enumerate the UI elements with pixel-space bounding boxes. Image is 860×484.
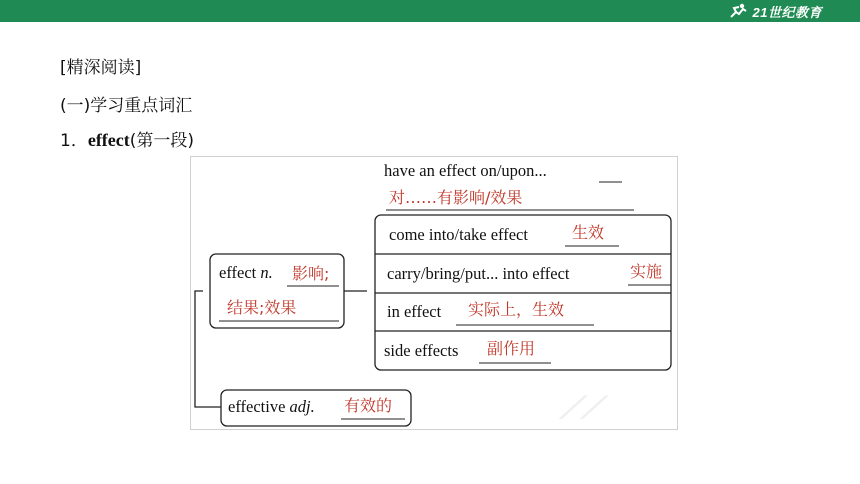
item-number: 1．	[60, 131, 88, 151]
top-banner	[0, 0, 860, 22]
root-answer-2: 结果;效果	[227, 298, 297, 317]
phrase-answer: 副作用	[487, 339, 536, 358]
vocab-item-heading	[60, 126, 194, 151]
phrase-answer: 实际上，生效	[468, 300, 565, 319]
phrase-answer: 实施	[630, 262, 663, 281]
word-family-diagram	[190, 156, 678, 430]
phrase-text: come into/take effect	[389, 225, 528, 244]
subsection-title: (一)学习重点词汇	[60, 96, 193, 116]
item-note: (第一段)	[129, 131, 195, 151]
phrase-text: in effect	[387, 302, 442, 321]
connector-left	[195, 291, 221, 407]
item-word: effect	[87, 130, 130, 150]
phrase-text: side effects	[384, 341, 459, 360]
brand-logo	[727, 2, 822, 20]
phrase-text: have an effect on/upon...	[384, 161, 547, 180]
runner-icon	[727, 3, 749, 19]
phrase-answer: 对……有影响/效果	[389, 188, 523, 207]
root-word: effect n.	[219, 263, 273, 282]
phrase-text: carry/bring/put... into effect	[387, 264, 570, 283]
section-title: [精深阅读]	[60, 58, 142, 78]
brand-name: 21世纪教育	[752, 4, 822, 20]
phrase-answer: 生效	[572, 223, 605, 242]
watermark-logo: ⟋⟋	[560, 392, 602, 425]
derivative-answer: 有效的	[344, 396, 393, 415]
root-answer-1: 影响;	[292, 264, 330, 283]
derivative-word: effective adj.	[228, 397, 315, 416]
